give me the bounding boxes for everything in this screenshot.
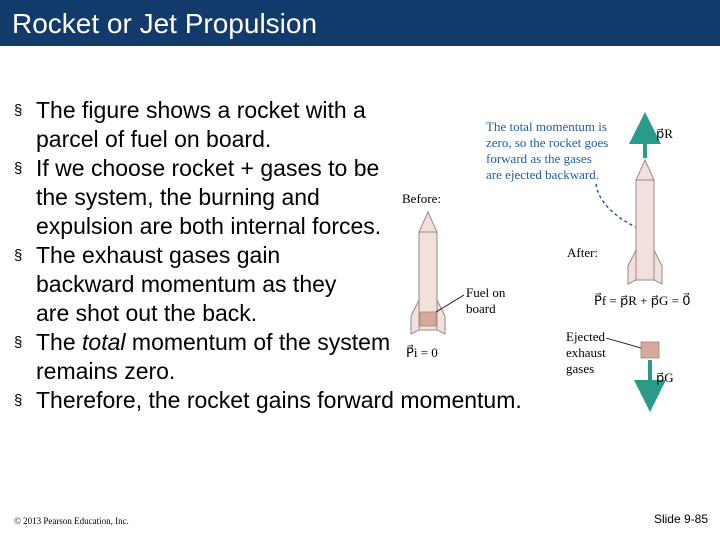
ejected-label-line: Ejected [566,329,605,344]
figure-note-line: The total momentum is [486,119,607,134]
figure-note-line: zero, so the rocket goes [486,135,609,150]
bullet-marker: § [14,392,23,409]
bullet-marker: § [14,334,23,351]
bullet-text: The figure shows a rocket with a parcel of fuel on board. [36,97,366,152]
after-label: After: [567,245,599,260]
before-label: Before: [402,191,441,206]
slide-number: Slide 9-85 [653,512,708,526]
bullet-text: Therefore, the rocket gains forward momentum. [36,387,522,413]
initial-momentum-label: P⃗i = 0 [406,345,438,360]
figure-note-line: are ejected backward. [486,167,599,182]
bullet-text-pre: The [36,329,83,355]
rocket-momentum-label: p⃗R [656,126,673,141]
bullet-item [14,328,396,386]
bullet-item [14,386,636,415]
after-rocket [628,160,662,284]
bullet-marker: § [14,247,23,264]
final-momentum-equation: P⃗f = p⃗R + p⃗G = 0⃗ [594,293,691,308]
exhaust-gas-parcel [641,342,659,358]
bullet-marker: § [14,160,23,177]
fuel-label-line: board [466,301,496,316]
bullet-text-emphasis: total [82,329,126,355]
copyright-footer: © 2013 Pearson Education, Inc. [14,516,129,526]
gas-momentum-label: p⃗G [656,370,674,385]
ejected-label-line: exhaust [566,345,606,360]
bullet-item [14,96,406,154]
ejected-label-line: gases [566,361,595,376]
bullet-text-post: momentum of the system remains zero. [36,329,391,384]
bullet-marker: § [14,102,23,119]
title-bar [0,0,720,46]
bullet-item [14,241,376,328]
slide-title: Rocket or Jet Propulsion [12,8,318,39]
bullet-text: The exhaust gases gain backward momentum as they are shot out the back. [36,242,337,326]
bullet-item [14,154,396,241]
fuel-label-line: Fuel on [466,285,506,300]
bullet-text: If we choose rocket + gases to be the system, the burning and expulsion are both internal forces. [36,155,382,239]
bullet-list [14,96,614,415]
figure-note-line: forward as the gases [486,151,592,166]
